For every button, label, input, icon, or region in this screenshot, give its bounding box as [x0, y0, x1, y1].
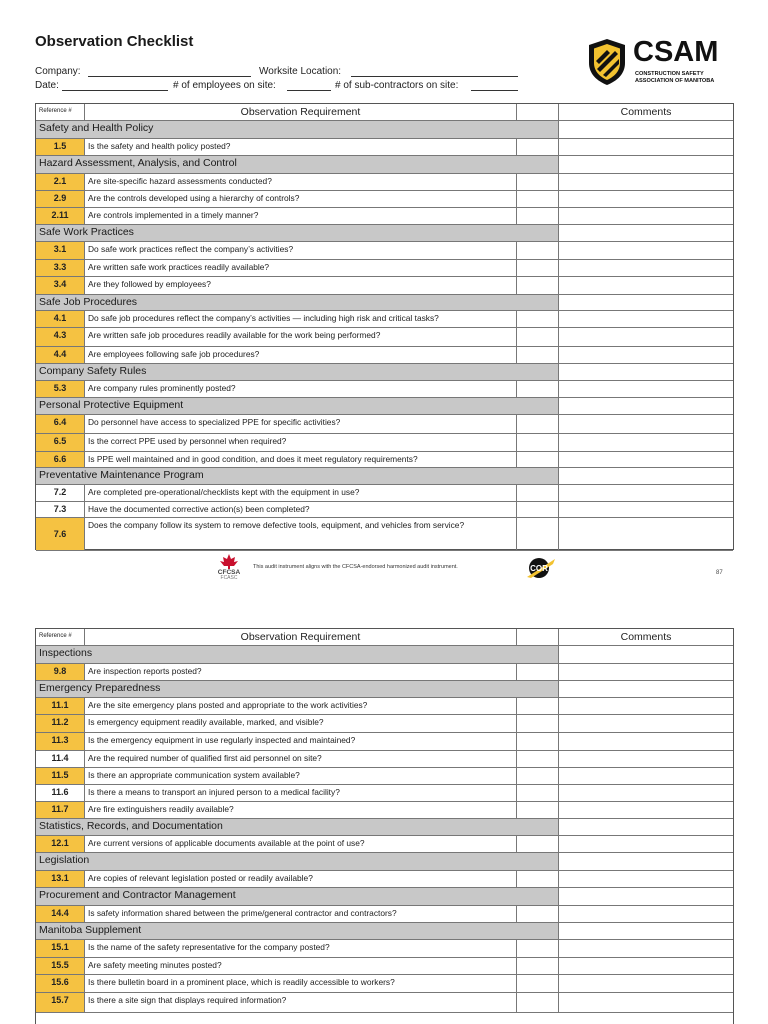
observation-check-cell[interactable]	[517, 958, 559, 974]
reference-number: 3.4	[53, 279, 67, 289]
observation-check-cell[interactable]	[517, 698, 559, 714]
page-title: Observation Checklist	[35, 33, 194, 50]
reference-number: 5.3	[53, 383, 67, 393]
requirement-text: Are the site emergency plans posted and appropriate to the work activities?	[88, 700, 368, 710]
header-comments: Comments	[620, 631, 672, 643]
reference-number: 3.1	[53, 244, 67, 254]
reference-number: 11.6	[51, 787, 69, 797]
logo-subtitle-1: CONSTRUCTION SAFETY	[635, 71, 704, 77]
requirement-text: Are employees following safe job procedures?	[88, 349, 260, 359]
requirement-text: Are the required number of qualified first aid personnel on site?	[88, 753, 322, 763]
requirement-text: Is PPE well maintained and in good condition, and does it meet regulatory requirements?	[88, 454, 418, 464]
comments-cell[interactable]	[559, 260, 733, 276]
worksite-field[interactable]	[351, 76, 518, 77]
requirement-text: Are the controls developed using a hierarchy of controls?	[88, 193, 300, 203]
page-number: 87	[716, 570, 723, 576]
fcasc-text: FCASC	[220, 575, 238, 579]
reference-number: 11.7	[51, 804, 69, 814]
checklist-row	[36, 958, 733, 975]
observation-check-cell[interactable]	[517, 328, 559, 346]
comments-cell[interactable]	[559, 381, 733, 397]
comments-cell[interactable]	[559, 802, 733, 818]
reference-number: 11.5	[51, 770, 69, 780]
observation-check-cell[interactable]	[517, 664, 559, 680]
observation-check-cell[interactable]	[517, 871, 559, 887]
reference-number: 7.3	[53, 504, 67, 514]
section-title: Hazard Assessment, Analysis, and Control	[39, 157, 237, 169]
requirement-text: Have the documented corrective action(s) been completed?	[88, 504, 310, 514]
requirement-text: Is emergency equipment readily available, marked, and visible?	[88, 717, 324, 727]
requirement-text: Are written safe job procedures readily available for the work being performed?	[88, 330, 381, 340]
reference-number: 7.2	[53, 487, 67, 497]
observation-check-cell[interactable]	[517, 485, 559, 501]
cor-text: COR	[530, 564, 548, 573]
cfcsa-logo-icon	[212, 553, 246, 579]
checklist-row	[36, 347, 733, 364]
section-header	[36, 364, 733, 381]
header-requirement: Observation Requirement	[240, 631, 361, 643]
checklist-row	[36, 277, 733, 295]
cor-logo-icon	[523, 555, 559, 581]
comments-cell[interactable]	[559, 434, 733, 451]
checklist-row	[36, 452, 733, 468]
comments-cell[interactable]	[559, 733, 733, 750]
checklist-row	[36, 993, 733, 1013]
section-header	[36, 225, 733, 242]
checklist-row	[36, 518, 733, 551]
observation-check-cell[interactable]	[517, 785, 559, 801]
comments-cell[interactable]	[559, 485, 733, 501]
section-header	[36, 923, 733, 940]
section-title: Procurement and Contractor Management	[39, 889, 236, 901]
requirement-text: Is there a site sign that displays required information?	[88, 995, 287, 1005]
checklist-row	[36, 328, 733, 347]
reference-number: 9.8	[53, 666, 67, 676]
observation-check-cell[interactable]	[517, 502, 559, 517]
section-header	[36, 121, 733, 139]
employees-field[interactable]	[287, 90, 331, 91]
observation-check-cell[interactable]	[517, 751, 559, 767]
csam-logo	[585, 37, 735, 87]
requirement-text: Is the correct PPE used by personnel when required?	[88, 436, 287, 446]
reference-number: 2.11	[51, 210, 69, 220]
checklist-row	[36, 698, 733, 715]
comments-cell[interactable]	[559, 975, 733, 992]
checklist-row	[36, 733, 733, 751]
section-header	[36, 156, 733, 174]
observation-check-cell[interactable]	[517, 208, 559, 224]
reference-number: 11.3	[51, 735, 69, 745]
requirement-text: Does the company follow its system to remove defective tools, equipment, and vehicles from service?	[88, 520, 465, 530]
section-header	[36, 295, 733, 311]
section-title: Safe Work Practices	[39, 226, 134, 238]
section-header	[36, 853, 733, 871]
checklist-row	[36, 836, 733, 853]
observation-check-cell[interactable]	[517, 415, 559, 433]
table-header-row	[36, 104, 733, 121]
comments-cell[interactable]	[559, 191, 733, 207]
comments-cell[interactable]	[559, 277, 733, 294]
checklist-row	[36, 208, 733, 225]
section-header	[36, 398, 733, 415]
observation-check-cell[interactable]	[517, 347, 559, 363]
comments-cell[interactable]	[559, 715, 733, 732]
subcontractors-field[interactable]	[471, 90, 518, 91]
checklist-row	[36, 260, 733, 277]
checklist-row	[36, 434, 733, 452]
section-title: Company Safety Rules	[39, 365, 147, 377]
observation-check-cell[interactable]	[517, 518, 559, 550]
reference-number: 4.4	[53, 349, 67, 359]
comments-cell[interactable]	[559, 452, 733, 467]
checklist-row	[36, 242, 733, 260]
reference-number: 2.1	[53, 176, 67, 186]
requirement-text: Is there bulletin board in a prominent place, which is readily accessible to workers?	[88, 977, 395, 987]
observation-check-cell[interactable]	[517, 311, 559, 327]
section-title: Statistics, Records, and Documentation	[39, 820, 223, 832]
table-header-row	[36, 629, 733, 646]
comments-cell[interactable]	[559, 993, 733, 1012]
requirement-text: Are copies of relevant legislation posted or readily available?	[88, 873, 313, 883]
comments-cell[interactable]	[559, 415, 733, 433]
checklist-row	[36, 871, 733, 888]
section-title: Safety and Health Policy	[39, 122, 154, 134]
checklist-table-page1	[35, 103, 734, 550]
observation-check-cell[interactable]	[517, 174, 559, 190]
requirement-text: Are company rules prominently posted?	[88, 383, 236, 393]
observation-check-cell[interactable]	[517, 260, 559, 276]
requirement-text: Is the safety and health policy posted?	[88, 141, 231, 151]
checklist-row	[36, 802, 733, 819]
checklist-row	[36, 975, 733, 993]
reference-number: 15.7	[51, 995, 69, 1005]
comments-cell[interactable]	[559, 698, 733, 714]
reference-number: 11.4	[51, 753, 69, 763]
reference-number: 6.4	[53, 417, 67, 427]
checklist-row	[36, 311, 733, 328]
reference-number: 1.5	[53, 141, 67, 151]
observation-check-cell[interactable]	[517, 277, 559, 294]
comments-cell[interactable]	[559, 328, 733, 346]
section-header	[36, 819, 733, 836]
footer-note: This audit instrument aligns with the CFCSA-endorsed harmonized audit instrument.	[253, 564, 458, 570]
requirement-text: Are current versions of applicable documents available at the point of use?	[88, 838, 365, 848]
observation-check-cell[interactable]	[517, 836, 559, 852]
requirement-text: Are controls implemented in a timely manner?	[88, 210, 259, 220]
checklist-row	[36, 191, 733, 208]
reference-number: 13.1	[51, 873, 69, 883]
comments-cell[interactable]	[559, 311, 733, 327]
requirement-text: Are site-specific hazard assessments conducted?	[88, 176, 272, 186]
checklist-row	[36, 381, 733, 398]
worksite-label: Worksite Location:	[259, 66, 342, 77]
comments-cell[interactable]	[559, 347, 733, 363]
company-label: Company:	[35, 66, 81, 77]
requirement-text: Do personnel have access to specialized PPE for specific activities?	[88, 417, 341, 427]
checklist-row	[36, 785, 733, 802]
checklist-row	[36, 940, 733, 958]
checklist-row	[36, 502, 733, 518]
logo-subtitle-2: ASSOCIATION OF MANITOBA	[635, 78, 715, 84]
requirement-text: Is there an appropriate communication system available?	[88, 770, 300, 780]
checklist-row	[36, 485, 733, 502]
requirement-text: Are inspection reports posted?	[88, 666, 202, 676]
observation-check-cell[interactable]	[517, 802, 559, 818]
reference-number: 11.2	[51, 717, 69, 727]
comments-cell[interactable]	[559, 871, 733, 887]
requirement-text: Are safety meeting minutes posted?	[88, 960, 222, 970]
observation-check-cell[interactable]	[517, 191, 559, 207]
checklist-row	[36, 715, 733, 733]
comments-cell[interactable]	[559, 208, 733, 224]
requirement-text: Are fire extinguishers readily available?	[88, 804, 234, 814]
section-header	[36, 888, 733, 906]
comments-cell[interactable]	[559, 836, 733, 852]
section-header	[36, 646, 733, 664]
comments-cell[interactable]	[559, 139, 733, 155]
comments-cell[interactable]	[559, 768, 733, 784]
comments-cell[interactable]	[559, 242, 733, 259]
observation-check-cell[interactable]	[517, 139, 559, 155]
checklist-row	[36, 906, 733, 923]
section-header	[36, 468, 733, 485]
requirement-text: Is safety information shared between the prime/general contractor and contractors?	[88, 908, 397, 918]
cfcsa-text: CFCSA	[217, 569, 241, 576]
reference-number: 14.4	[51, 908, 69, 918]
section-title: Emergency Preparedness	[39, 682, 161, 694]
company-field[interactable]	[88, 76, 251, 77]
requirement-text: Are they followed by employees?	[88, 279, 211, 289]
checklist-row	[36, 751, 733, 768]
section-title: Manitoba Supplement	[39, 924, 142, 936]
observation-check-cell[interactable]	[517, 940, 559, 957]
reference-number: 15.1	[51, 942, 69, 952]
reference-number: 6.5	[53, 436, 67, 446]
observation-check-cell[interactable]	[517, 242, 559, 259]
reference-number: 4.1	[53, 313, 67, 323]
section-title: Safe Job Procedures	[39, 296, 138, 308]
comments-cell[interactable]	[559, 502, 733, 517]
shield-icon	[585, 37, 629, 87]
observation-check-cell[interactable]	[517, 434, 559, 451]
date-field[interactable]	[62, 90, 168, 91]
checklist-row	[36, 139, 733, 156]
header-ref: Reference #	[39, 108, 72, 114]
requirement-text: Do safe job procedures reflect the company’s activities — including high risk and critical tasks?	[88, 313, 439, 323]
observation-check-cell[interactable]	[517, 906, 559, 922]
requirement-text: Are completed pre-operational/checklists kept with the equipment in use?	[88, 487, 360, 497]
reference-number: 12.1	[51, 838, 69, 848]
requirement-text: Is the name of the safety representative for the company posted?	[88, 942, 330, 952]
comments-cell[interactable]	[559, 174, 733, 190]
observation-check-cell[interactable]	[517, 452, 559, 467]
checklist-row	[36, 415, 733, 434]
observation-check-cell[interactable]	[517, 768, 559, 784]
reference-number: 2.9	[53, 193, 67, 203]
section-title: Personal Protective Equipment	[39, 399, 184, 411]
requirement-text: Do safe work practices reflect the company’s activities?	[88, 244, 294, 254]
comments-cell[interactable]	[559, 518, 733, 550]
checklist-row	[36, 664, 733, 681]
checklist-row	[36, 768, 733, 785]
requirement-text: Is the emergency equipment in use regularly inspected and maintained?	[88, 735, 356, 745]
section-title: Preventative Maintenance Program	[39, 469, 204, 481]
reference-number: 7.6	[53, 528, 67, 539]
observation-check-cell[interactable]	[517, 733, 559, 750]
comments-cell[interactable]	[559, 751, 733, 767]
comments-cell[interactable]	[559, 940, 733, 957]
requirement-text: Are written safe work practices readily available?	[88, 262, 270, 272]
comments-cell[interactable]	[559, 958, 733, 974]
reference-number: 6.6	[53, 454, 67, 464]
employees-label: # of employees on site:	[173, 80, 276, 91]
comments-cell[interactable]	[559, 785, 733, 801]
reference-number: 15.5	[51, 960, 69, 970]
comments-cell[interactable]	[559, 664, 733, 680]
reference-number: 4.3	[53, 330, 67, 340]
reference-number: 11.1	[51, 700, 69, 710]
requirement-text: Is there a means to transport an injured person to a medical facility?	[88, 787, 340, 797]
header-comments: Comments	[620, 106, 672, 118]
header-requirement: Observation Requirement	[240, 106, 361, 118]
date-label: Date:	[35, 80, 59, 91]
reference-number: 3.3	[53, 262, 67, 272]
section-title: Inspections	[39, 647, 93, 659]
observation-check-cell[interactable]	[517, 715, 559, 732]
logo-wordmark: CSAM	[633, 36, 719, 68]
observation-check-cell[interactable]	[517, 381, 559, 397]
reference-number: 15.6	[51, 977, 69, 987]
section-title: Legislation	[39, 854, 90, 866]
observation-check-cell[interactable]	[517, 993, 559, 1012]
header-ref: Reference #	[39, 633, 72, 639]
observation-check-cell[interactable]	[517, 975, 559, 992]
subcontractors-label: # of sub-contractors on site:	[335, 80, 459, 91]
checklist-row	[36, 174, 733, 191]
section-header	[36, 681, 733, 698]
checklist-table-page2	[35, 628, 734, 1024]
comments-cell[interactable]	[559, 906, 733, 922]
